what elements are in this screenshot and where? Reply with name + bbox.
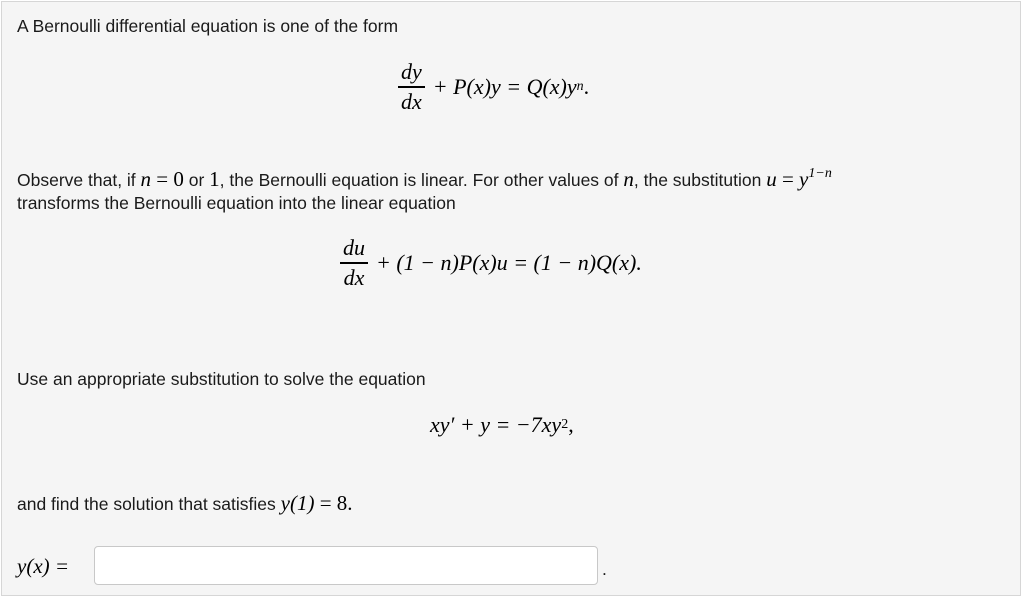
condition-math: y(1) bbox=[280, 491, 315, 515]
equation-period: . bbox=[583, 73, 590, 99]
fraction-numerator: du bbox=[343, 235, 365, 260]
intro-text: A Bernoulli differential equation is one of the form bbox=[17, 16, 399, 36]
n-variable: n bbox=[623, 167, 634, 191]
answer-label: y(x) = bbox=[17, 554, 70, 578]
observe-part1: Observe that, if bbox=[17, 170, 141, 190]
equals-sign: = bbox=[776, 167, 800, 191]
use-text: Use an appropriate substitution to solve the equation bbox=[17, 369, 426, 389]
equation-rest: + P(x)y = Q(x)y bbox=[432, 73, 577, 99]
exponent: n bbox=[576, 78, 584, 94]
given-comma: , bbox=[568, 412, 574, 437]
equals-zero: = 0 bbox=[151, 167, 184, 191]
observe-part3: , the Bernoulli equation is linear. For other values of bbox=[219, 170, 624, 190]
n-variable: n bbox=[140, 167, 152, 191]
given-equation bbox=[430, 412, 574, 438]
condition-text bbox=[17, 492, 353, 515]
du-dx-fraction bbox=[340, 236, 368, 290]
u-variable: u bbox=[766, 167, 777, 191]
observe-part4: , the substitution bbox=[633, 170, 767, 190]
observe-part2: or bbox=[183, 170, 210, 190]
fraction-numerator: dy bbox=[401, 59, 422, 84]
transforms-text: transforms the Bernoulli equation into the linear equation bbox=[17, 193, 456, 213]
condition-value: = 8. bbox=[314, 491, 353, 515]
answer-input[interactable] bbox=[94, 546, 598, 585]
given-lhs: xy′ + y = −7xy bbox=[430, 412, 562, 437]
dy-dx-fraction bbox=[398, 60, 425, 114]
given-exponent: 2 bbox=[561, 417, 569, 432]
condition-label: and find the solution that satisfies bbox=[17, 494, 281, 514]
y-variable: y bbox=[799, 167, 809, 191]
bernoulli-equation bbox=[398, 60, 589, 114]
fraction-denominator: dx bbox=[343, 264, 365, 290]
answer-trailing-period: . bbox=[602, 559, 607, 579]
observe-text bbox=[17, 163, 832, 191]
linear-equation bbox=[340, 236, 642, 290]
equation-rest: + (1 − n)P(x)u = (1 − n)Q(x). bbox=[376, 249, 642, 275]
fraction-denominator: dx bbox=[401, 88, 422, 114]
value-one: 1 bbox=[209, 167, 220, 191]
substitution-exponent: 1−n bbox=[808, 166, 832, 181]
